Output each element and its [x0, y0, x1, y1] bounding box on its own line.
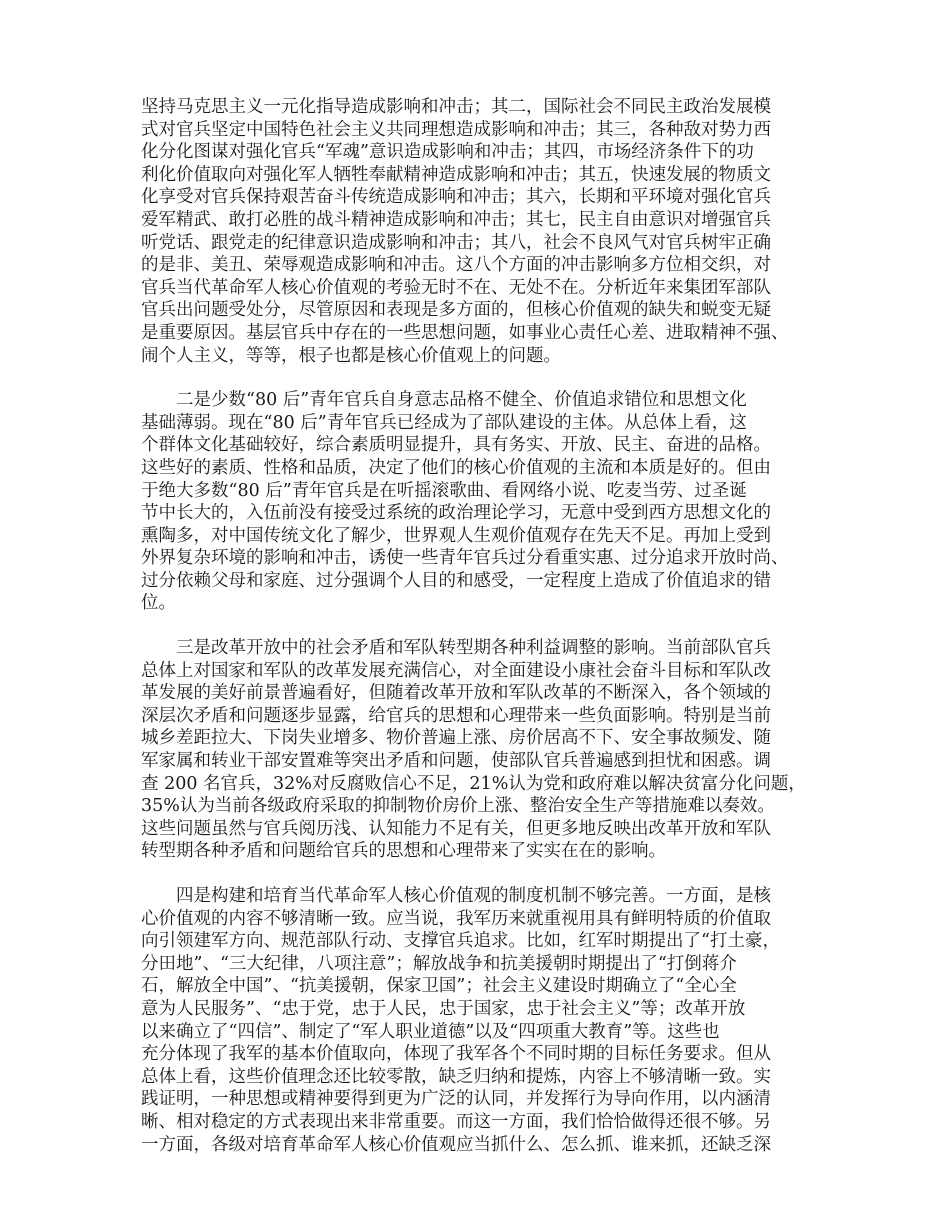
text-line: 二是少数“80 后”青年官兵自身意志品格不健全、价值追求错位和思想文化	[176, 390, 747, 411]
text-line: 式对官兵坚定中国特色社会主义共同理想造成影响和冲击；其三，各种敌对势力西	[141, 119, 771, 140]
text-line: 是重要原因。基层官兵中存在的一些思想问题，如事业心责任心差、进取精神不强、	[141, 322, 789, 343]
text-line: 这些好的素质、性格和品质，决定了他们的核心价值观的主流和本质是好的。但由	[141, 457, 771, 478]
text-line: 熏陶多，对中国传统文化了解少，世界观人生观价值观存在先天不足。再加上受到	[141, 525, 771, 546]
text-line: 外界复杂环境的影响和冲击，诱使一些青年官兵过分看重实惠、过分追求开放时尚、	[141, 548, 789, 569]
text-line: 官兵当代革命军人核心价值观的考验无时不在、无处不在。分析近年来集团军部队	[141, 277, 771, 298]
text-line: 闹个人主义，等等，根子也都是核心价值观上的问题。	[141, 345, 561, 366]
paragraph	[141, 637, 809, 863]
text-line: 一方面，各级对培育革命军人核心价值观应当抓什么、怎么抓、谁来抓，还缺乏深	[141, 1134, 771, 1155]
text-line: 总体上对国家和军队的改革发展充满信心，对全面建设小康社会奋斗目标和军队改	[141, 660, 771, 681]
text-line: 总体上看，这些价值理念还比较零散，缺乏归纳和提炼，内容上不够清晰一致。实	[141, 1066, 771, 1087]
text-line: 节中长大的，入伍前没有接受过系统的政治理论学习，无意中受到西方思想文化的	[141, 503, 771, 524]
text-line: 革发展的美好前景普遍看好，但随着改革开放和军队改革的不断深入，各个领域的	[141, 683, 771, 704]
text-line: 军家属和转业干部安置难等突出矛盾和问题，使部队官兵普遍感到担忧和困惑。调	[141, 751, 771, 772]
text-line: 分田地”、“三大纪律，八项注意”；解放战争和抗美援朝时期提出了“打倒蒋介	[141, 953, 737, 974]
text-line: 充分体现了我军的基本价值取向，体现了我军各个不同时期的目标任务要求。但从	[141, 1044, 771, 1065]
text-line: 城乡差距拉大、下岗失业增多、物价普遍上涨、房价居高不下、安全事故频发、随	[141, 728, 771, 749]
text-line: 的是非、美丑、荣辱观造成影响和冲击。这八个方面的冲击影响多方位相交织，对	[141, 255, 771, 276]
text-line: 意为人民服务”、“忠于党，忠于人民，忠于国家，忠于社会主义”等；改革开放	[141, 998, 746, 1019]
text-line: 向引领建军方向、规范部队行动、支撑官兵追求。比如，红军时期提出了“打土豪，	[141, 931, 780, 952]
text-line: 利化价值取向对强化军人牺牲奉献精神造成影响和冲击；其五，快速发展的物质文	[141, 164, 771, 185]
text-line: 35%认为当前各级政府采取的抑制物价房价上涨、整治安全生产等措施难以奏效。	[141, 796, 775, 817]
text-line: 深层次矛盾和问题逐步显露，给官兵的思想和心理带来一些负面影响。特别是当前	[141, 705, 771, 726]
paragraph	[141, 96, 809, 367]
text-line: 心价值观的内容不够清晰一致。应当说，我军历来就重视用具有鲜明特质的价值取	[141, 908, 771, 929]
text-line: 官兵出问题受处分，尽管原因和表现是多方面的，但核心价值观的缺失和蜕变无疑	[141, 300, 771, 321]
text-line: 转型期各种矛盾和问题给官兵的思想和心理带来了实实在在的影响。	[141, 841, 666, 862]
text-line: 践证明，一种思想或精神要得到更为广泛的认同，并发挥行为导向作用，以内涵清	[141, 1089, 771, 1110]
text-line: 基础薄弱。现在“80 后”青年官兵已经成为了部队建设的主体。从总体上看，这	[141, 412, 747, 433]
text-line: 于绝大多数“80 后”青年官兵是在听摇滚歌曲、看网络小说、吃麦当劳、过圣诞	[141, 480, 747, 501]
text-line: 三是改革开放中的社会矛盾和军队转型期各种利益调整的影响。当前部队官兵	[176, 638, 771, 659]
text-line: 坚持马克思主义一元化指导造成影响和冲击；其二，国际社会不同民主政治发展模	[141, 97, 771, 117]
text-line: 这些问题虽然与官兵阅历浅、认知能力不足有关，但更多地反映出改革开放和军队	[141, 818, 771, 839]
document-body	[141, 96, 809, 1178]
text-line: 过分依赖父母和家庭、过分强调个人目的和感受，一定程度上造成了价值追求的错	[141, 570, 771, 591]
paragraph	[141, 885, 809, 1156]
text-line: 查 200 名官兵，32%对反腐败信心不足，21%认为党和政府难以解决贫富分化问题，	[141, 773, 806, 794]
text-line: 以来确立了“四信”、制定了“军人职业道德”以及“四项重大教育”等。这些也	[141, 1021, 720, 1042]
text-line: 听党话、跟党走的纪律意识造成影响和冲击；其八，社会不良风气对官兵树牢正确	[141, 232, 771, 253]
text-line: 位。	[141, 593, 176, 614]
paragraph	[141, 389, 809, 615]
text-line: 石，解放全中国”、“抗美援朝，保家卫国”；社会主义建设时期确立了“全心全	[141, 976, 737, 997]
text-line: 晰、相对稳定的方式表现出来非常重要。而这一方面，我们恰恰做得还很不够。另	[141, 1111, 771, 1132]
text-line: 四是构建和培育当代革命军人核心价值观的制度机制不够完善。一方面，是核	[176, 886, 771, 906]
text-line: 爱军精武、敢打必胜的战斗精神造成影响和冲击；其七，民主自由意识对增强官兵	[141, 209, 771, 230]
text-line: 个群体文化基础较好，综合素质明显提升，具有务实、开放、民主、奋进的品格。	[141, 435, 771, 456]
text-line: 化享受对官兵保持艰苦奋斗传统造成影响和冲击；其六，长期和平环境对强化官兵	[141, 187, 771, 208]
text-line: 化分化图谋对强化官兵“军魂”意识造成影响和冲击；其四，市场经济条件下的功	[141, 142, 754, 163]
